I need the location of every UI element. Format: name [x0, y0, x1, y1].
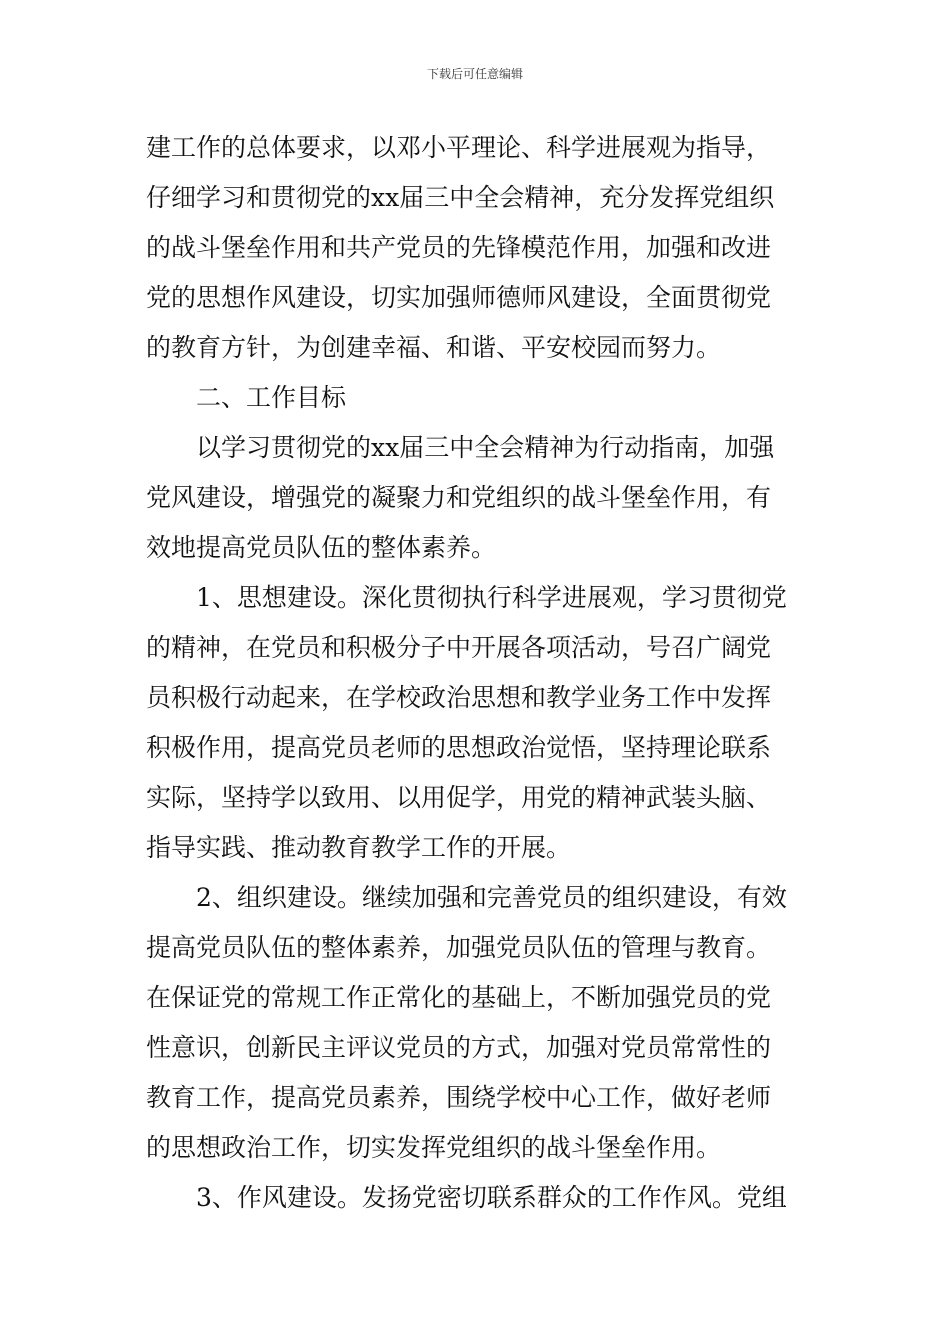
text-line: 在保证党的常规工作正常化的基础上，不断加强党员的党 — [146, 983, 772, 1012]
text-line: 的教育方针，为创建幸福、和谐、平安校园而努力。 — [146, 333, 722, 362]
text-line: 教育工作，提高党员素养，围绕学校中心工作，做好老师 — [146, 1083, 772, 1112]
text-line: 的战斗堡垒作用和共产党员的先锋模范作用，加强和改进 — [146, 233, 772, 262]
text-line: 实际，坚持学以致用、以用促学，用党的精神武装头脑、 — [146, 783, 772, 812]
text-line: 提高党员队伍的整体素养，加强党员队伍的管理与教育。 — [146, 933, 772, 962]
text-line: 建工作的总体要求，以邓小平理论、科学进展观为指导， — [146, 133, 772, 162]
text-line: 2、组织建设。继续加强和完善党员的组织建设，有效 — [196, 883, 787, 912]
text-line: 1、思想建设。深化贯彻执行科学进展观，学习贯彻党 — [196, 583, 787, 612]
text-line: 的思想政治工作，切实发挥党组织的战斗堡垒作用。 — [146, 1133, 722, 1162]
page-header: 下载后可任意编辑 — [426, 67, 523, 81]
text-line: 效地提高党员队伍的整体素养。 — [146, 533, 497, 562]
text-line: 指导实践、推动教育教学工作的开展。 — [146, 833, 572, 862]
text-line: 的精神，在党员和积极分子中开展各项活动，号召广阔党 — [146, 633, 772, 662]
text-line: 党风建设，增强党的凝聚力和党组织的战斗堡垒作用，有 — [146, 483, 772, 512]
text-line: 员积极行动起来，在学校政治思想和教学业务工作中发挥 — [146, 683, 772, 712]
text-line: 性意识，创新民主评议党员的方式，加强对党员常常性的 — [146, 1033, 772, 1062]
text-line: 以学习贯彻党的xx届三中全会精神为行动指南，加强 — [196, 433, 775, 462]
text-line: 积极作用，提高党员老师的思想政治觉悟，坚持理论联系 — [146, 733, 772, 762]
text-line: 仔细学习和贯彻党的xx届三中全会精神，充分发挥党组织 — [146, 183, 775, 212]
text-line: 党的思想作风建设，切实加强师德师风建设，全面贯彻党 — [146, 283, 772, 312]
section-heading: 二、工作目标 — [196, 383, 347, 412]
text-line: 3、作风建设。发扬党密切联系群众的工作作风。党组 — [196, 1183, 787, 1212]
